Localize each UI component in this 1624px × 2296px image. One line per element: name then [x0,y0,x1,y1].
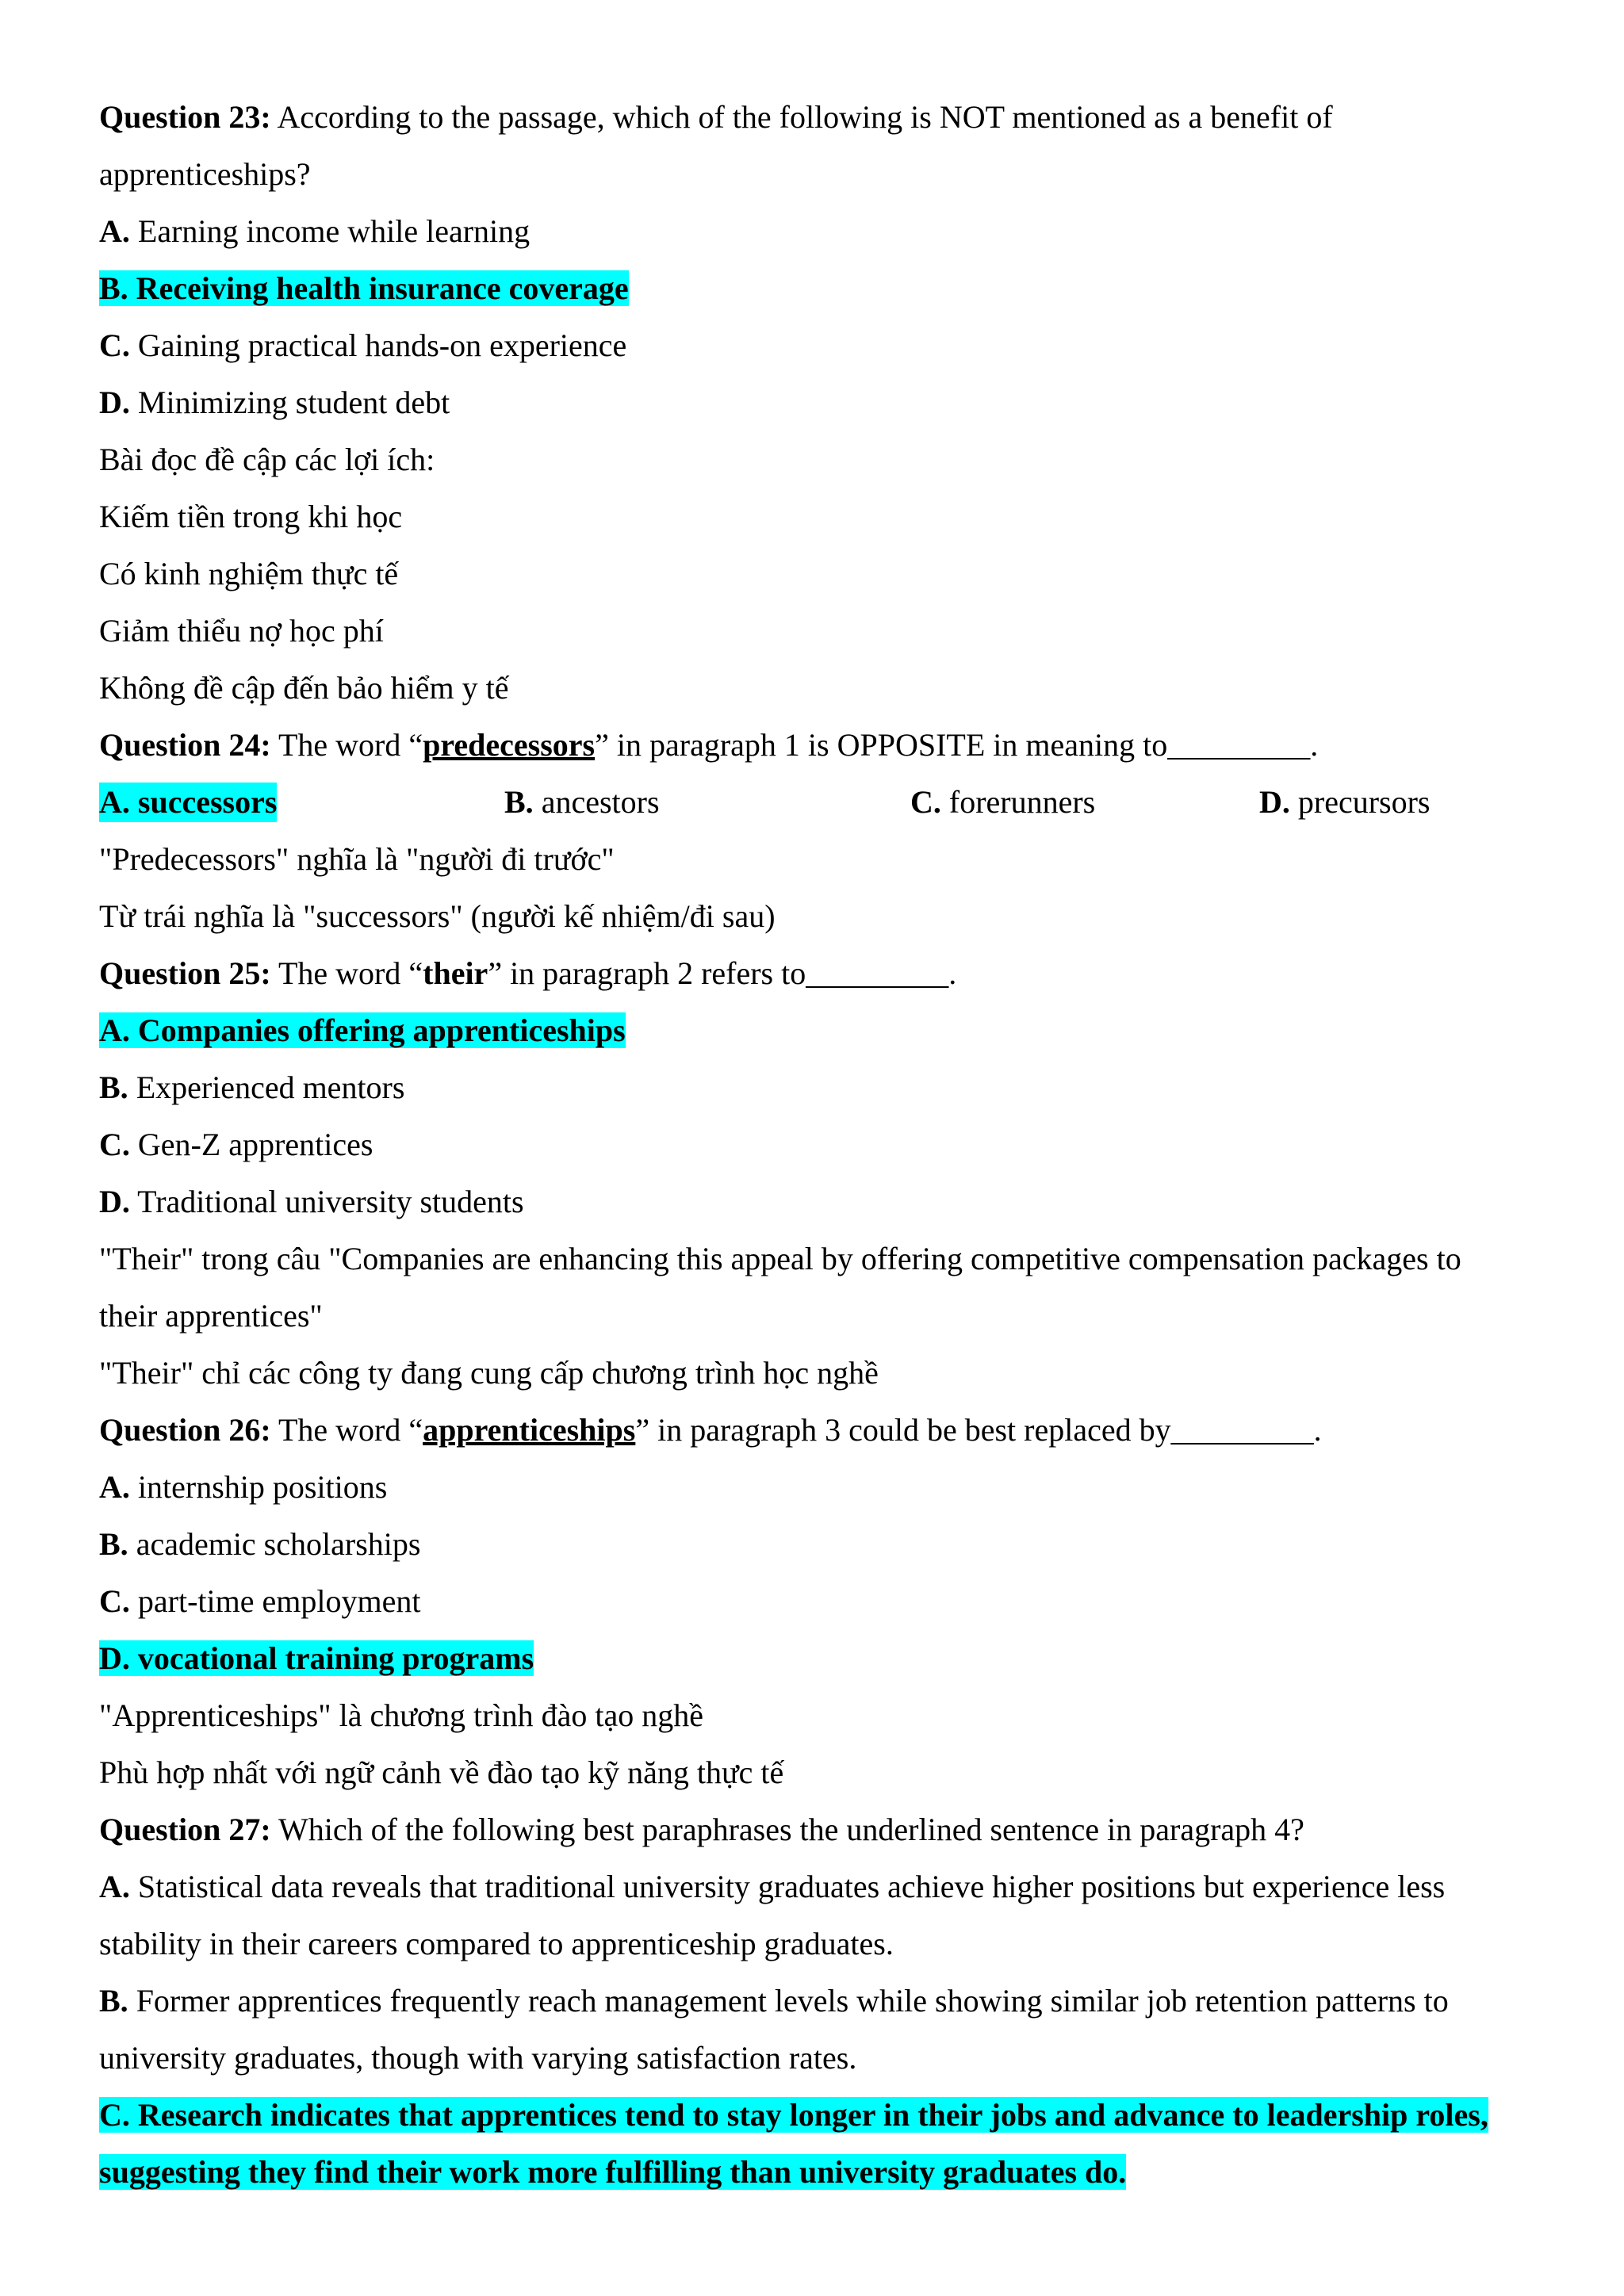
q26-keyword: apprenticeships [423,1412,636,1448]
q25-stem: Question 25: The word “their” in paragraph 2 refers to_________. [99,955,957,991]
q23-explain-line: Kiếm tiền trong khi học [99,499,403,534]
q26-option-a: A. internship positions [99,1469,388,1505]
highlighted-answer: suggesting they find their work more fulfilling than university graduates do. [99,2154,1127,2190]
q23-stem [99,98,1333,137]
q27-option-b: B. Former apprentices frequently reach management levels while showing similar job retention patterns to [99,1983,1449,2019]
q24-keyword: predecessors [423,727,596,763]
q23-explain-line: Bài đọc đề cập các lợi ích: [99,442,435,477]
q23-stem-text-1: According to the passage, which of the following is NOT mentioned as a benefit of [270,99,1333,135]
q26-label: Question 26: [99,1412,271,1448]
highlighted-answer: A. Companies offering apprenticeships [99,1012,626,1048]
q24-options-row [99,783,1526,822]
q25-option-c: C. Gen-Z apprentices [99,1127,373,1162]
q26-explain-line: "Apprenticeships" là chương trình đào tạo nghề [99,1697,703,1733]
q25-option-d: D. Traditional university students [99,1184,524,1219]
q25-label: Question 25: [99,955,271,991]
q25-option-a-correct [99,1011,626,1050]
q27-option-a: A. Statistical data reveals that traditional university graduates achieve higher positions but experience less [99,1869,1446,1904]
q26-option-c: C. part-time employment [99,1583,421,1619]
q23-option-b-correct [99,269,629,308]
q23-label: Question 23: [99,99,271,135]
highlighted-answer: C. Research indicates that apprentices tend to stay longer in their jobs and advance to leadership roles, [99,2097,1488,2133]
q25-option-b: B. Experienced mentors [99,1070,405,1105]
q24-label: Question 24: [99,727,271,763]
q26-explain-line: Phù hợp nhất với ngữ cảnh về đào tạo kỹ năng thực tế [99,1755,784,1790]
q24-explain-line: Từ trái nghĩa là "successors" (người kế nhiệm/đi sau) [99,898,776,934]
q26-stem: Question 26: The word “apprenticeships” in paragraph 3 could be best replaced by_________. [99,1412,1322,1448]
q25-explain-line: "Their" chỉ các công ty đang cung cấp chương trình học nghề [99,1355,879,1391]
q23-explain-line: Không đề cập đến bảo hiểm y tế [99,670,509,706]
q23-stem-cont: apprenticeships? [99,156,311,192]
q26-option-b: B. academic scholarships [99,1526,421,1562]
q24-option-b: B. ancestors [504,784,660,820]
q24-explain-line: "Predecessors" nghĩa là "người đi trước" [99,841,615,877]
q23-option-c: C. Gaining practical hands-on experience [99,327,627,363]
q27-label: Question 27: [99,1812,271,1847]
q26-option-d-correct [99,1639,534,1678]
q27-option-b-cont: university graduates, though with varying satisfaction rates. [99,2040,857,2076]
q27-stem: Question 27: Which of the following best paraphrases the underlined sentence in paragraph 4? [99,1812,1304,1847]
q27-option-c-correct [99,2095,1488,2135]
q23-option-d: D. Minimizing student debt [99,385,450,420]
highlighted-answer: D. vocational training programs [99,1640,534,1676]
q27-option-c-cont [99,2152,1126,2192]
q25-explain-line: "Their" trong câu "Companies are enhancing this appeal by offering competitive compensation packages to [99,1241,1461,1276]
q24-option-d: D. precursors [1259,784,1431,820]
q27-option-a-cont: stability in their careers compared to apprenticeship graduates. [99,1926,894,1961]
highlighted-answer: B. Receiving health insurance coverage [99,270,629,306]
q24-stem: Question 24: The word “predecessors” in paragraph 1 is OPPOSITE in meaning to_________. [99,727,1319,763]
q25-explain-line: their apprentices" [99,1298,323,1334]
q23-option-a: A. Earning income while learning [99,213,530,249]
q25-keyword: their [423,955,488,991]
q23-explain-line: Giảm thiểu nợ học phí [99,613,384,649]
q24-option-a-correct: A. successors [99,783,277,822]
q24-option-c: C. forerunners [910,784,1096,820]
q23-explain-line: Có kinh nghiệm thực tế [99,556,399,591]
